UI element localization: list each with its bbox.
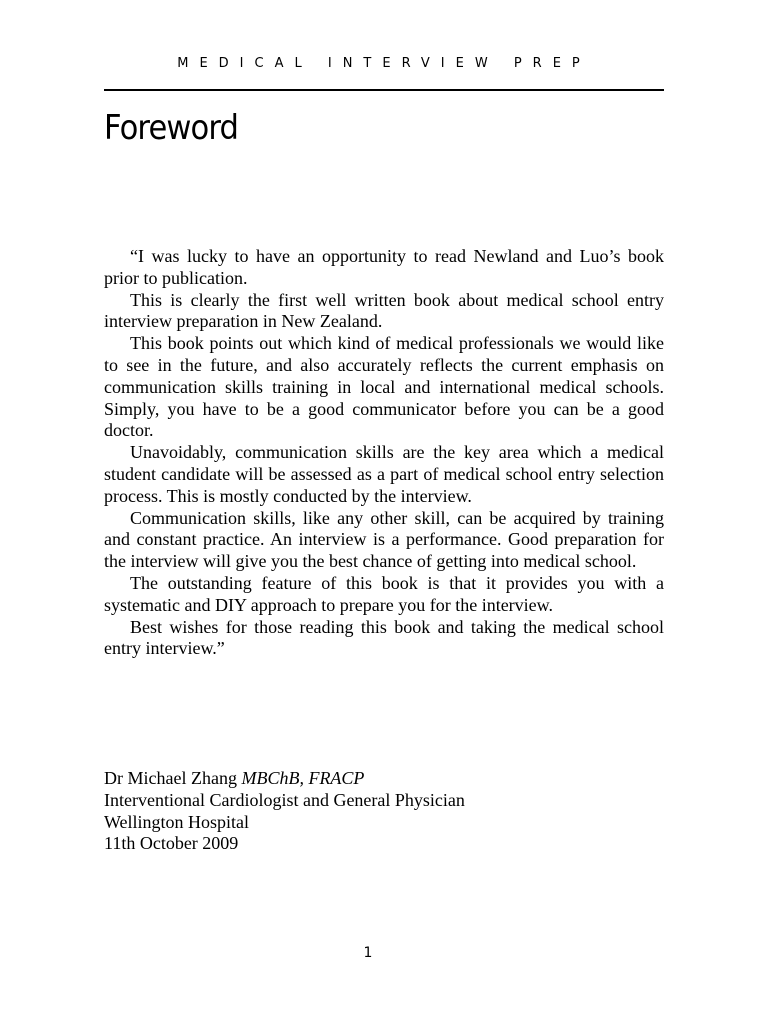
paragraph-1: “I was lucky to have an opportunity to read Newland and Luo’s book prior to publication. (104, 246, 664, 288)
signature-name-line (104, 768, 664, 790)
signature-block (104, 768, 664, 855)
paragraph-6: The outstanding feature of this book is that it provides you with a systematic and DIY approach to prepare you for the interview. (104, 572, 664, 615)
paragraph-3: This book points out which kind of medical professionals we would like to see in the future, and also accurately reflects the current emphasis on communication skills training in local and international medical schools. Simply, you have to be a good communicator before you can be a good doctor. (104, 333, 664, 441)
foreword-body (104, 246, 664, 660)
paragraph-2: This is clearly the first well written book about medical school entry interview preparation in New Zealand. (104, 289, 664, 332)
paragraph-7: Best wishes for those reading this book and taking the medical school entry interview.” (104, 616, 664, 659)
header-rule (104, 89, 664, 91)
author-position: Interventional Cardiologist and General Physician (104, 789, 465, 810)
signature-date: 11th October 2009 (104, 833, 239, 854)
chapter-title: Foreword (104, 108, 238, 148)
page-number: 1 (363, 945, 373, 961)
author-institution: Wellington Hospital (104, 811, 250, 832)
author-credentials: MBChB, FRACP (241, 768, 365, 788)
book-page (104, 0, 664, 1024)
paragraph-5: Communication skills, like any other skill, can be acquired by training and constant practice. An interview is a performance. Good preparation for the interview will give you the best chance of getting into medical school. (104, 507, 664, 572)
paragraph-4: Unavoidably, communication skills are the key area which a medical student candidate will be assessed as a part of medical school entry selection process. This is mostly conducted by the interview. (104, 442, 664, 506)
running-header: MEDICAL INTERVIEW PREP (177, 56, 591, 71)
author-name: Dr Michael Zhang (104, 768, 237, 788)
